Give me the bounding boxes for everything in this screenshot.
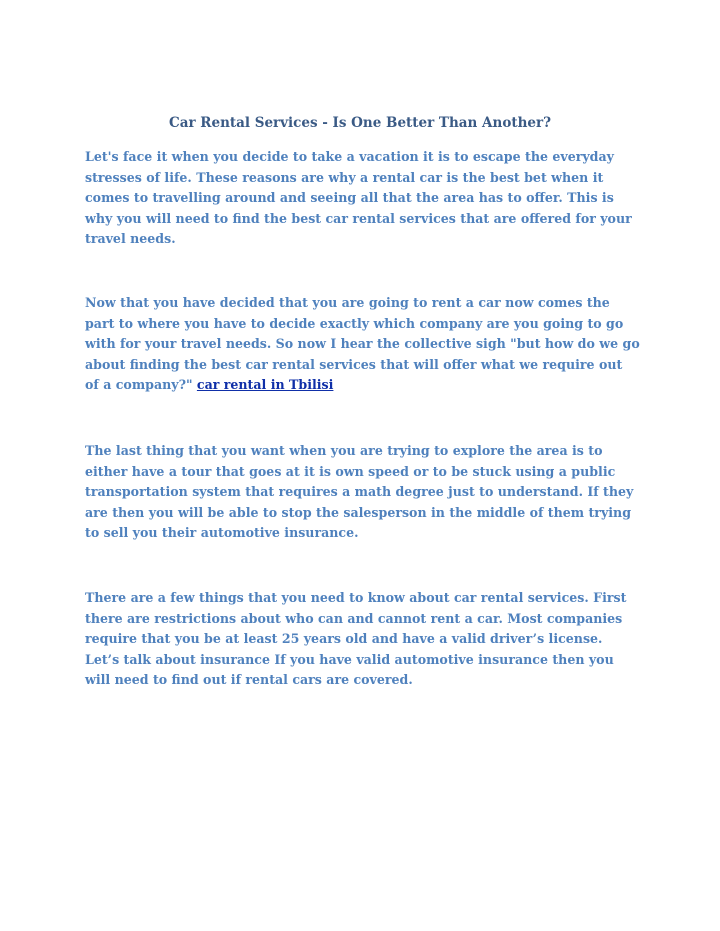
paragraph-exploring (85, 441, 640, 544)
paragraph-choosing-company (85, 293, 640, 396)
car-rental-tbilisi-link[interactable]: car rental in Tbilisi (196, 377, 334, 393)
paragraph-restrictions-text: There are a few things that you need to know about car rental services. First there are restrictions about who can and cannot rent a car. Most companies require that you be at least 25 years old and have a valid driver’s license. Let’s talk about insurance If you have valid automotive insurance then you will need to find out if rental cars are covered. (85, 590, 627, 688)
document-title: Car Rental Services - Is One Better Than Another? (168, 115, 551, 131)
paragraph-intro-text: Let's face it when you decide to take a vacation it is to escape the everyday stresses of life. These reasons are why a rental car is the best bet when it comes to travelling around and seeing all that the area has to offer. This is why you will need to find the best car rental services that are offered for your travel needs. (85, 149, 632, 247)
paragraph-intro (85, 147, 640, 250)
paragraph-exploring-text: The last thing that you want when you are trying to explore the area is to either have a tour that goes at it is own speed or to be stuck using a public transportation system that requires a math degree just to understand. If they are then you will be able to stop the salesperson in the middle of them trying to sell you their automotive insurance. (85, 443, 634, 541)
paragraph-restrictions (85, 588, 640, 691)
paragraph-choosing-company-text: Now that you have decided that you are going to rent a car now comes the part to where you have to decide exactly which company are you going to go with for your travel needs. So now I hear the collective sigh "but how do we go about finding the best car rental services that will offer what we require out of a company?" (85, 295, 640, 393)
